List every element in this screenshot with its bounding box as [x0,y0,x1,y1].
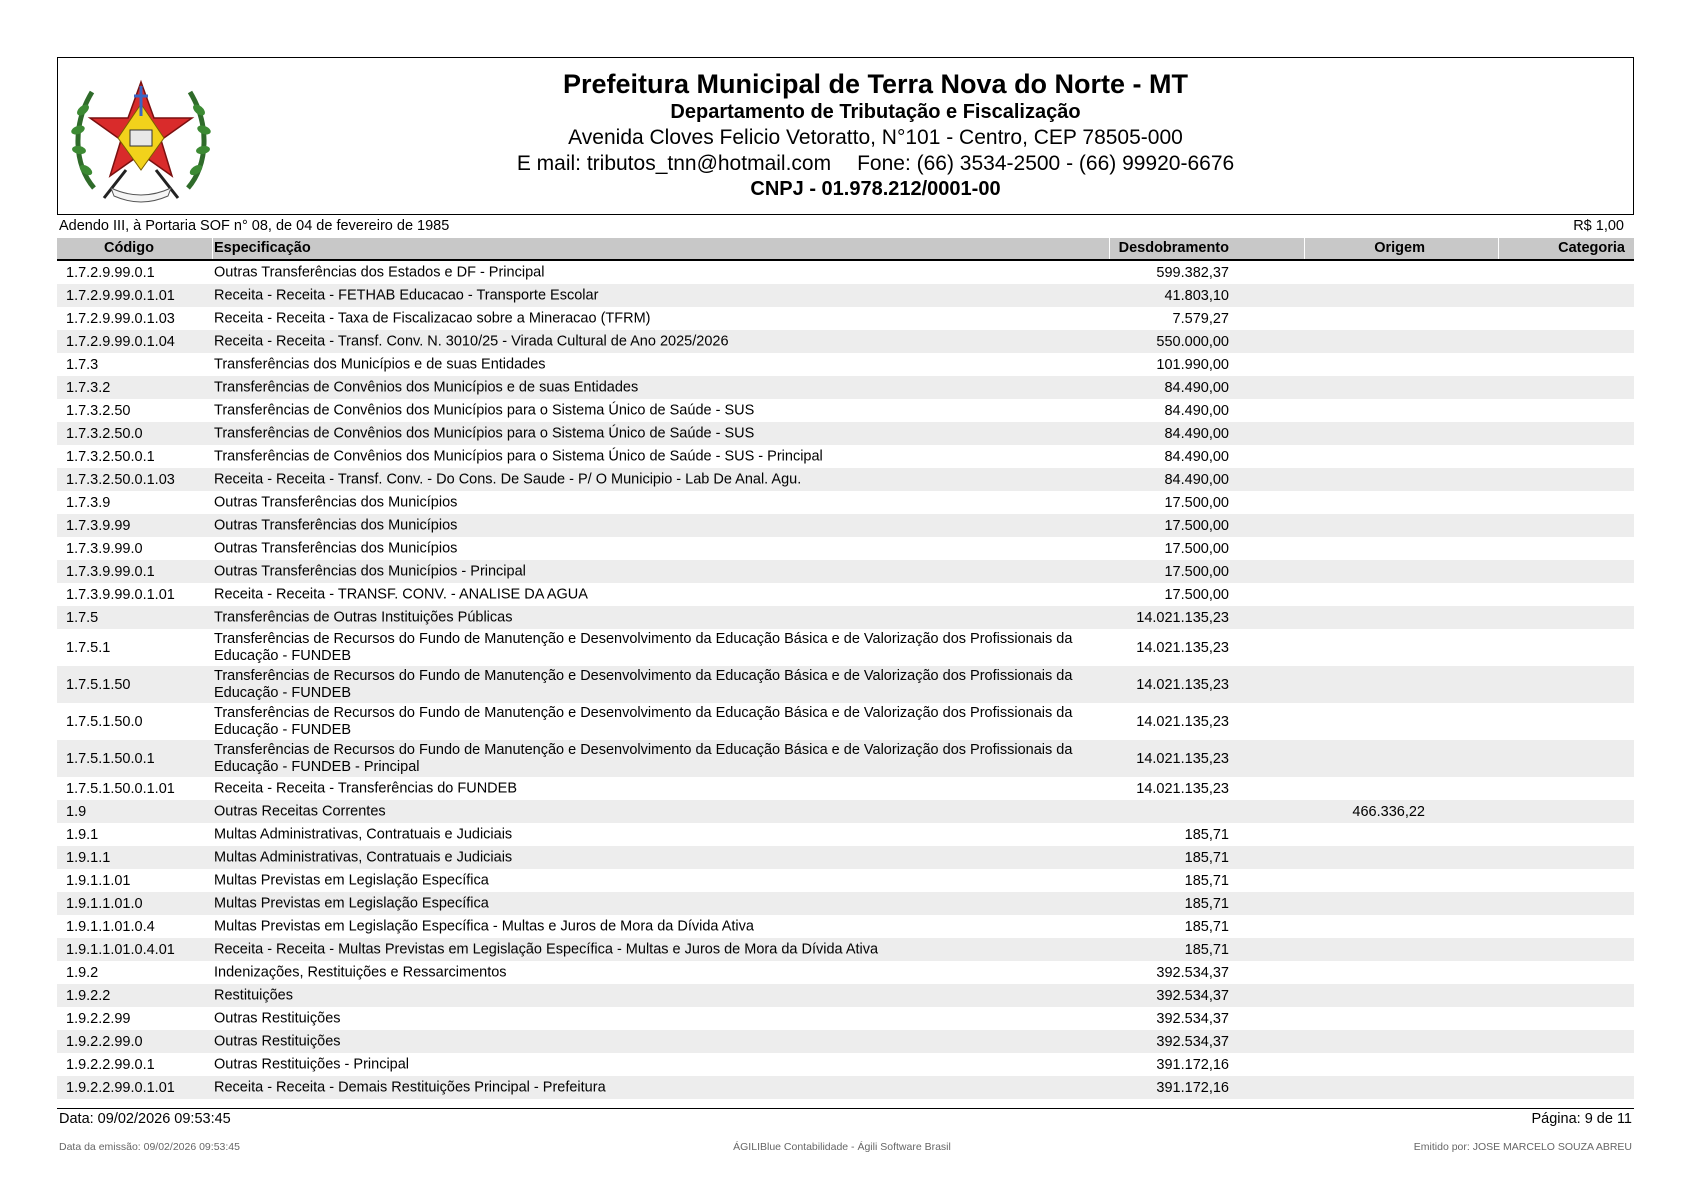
table-row [57,938,1634,961]
cell-codigo: 1.7.2.9.99.0.1 [66,264,155,281]
cell-desdobramento: 84.490,00 [1164,379,1229,396]
table-row [57,1007,1634,1030]
cell-especificacao: Multas Previstas em Legislação Específica - Multas e Juros de Mora da Dívida Ativa [214,918,754,934]
table-row [57,399,1634,422]
cell-desdobramento: 84.490,00 [1164,425,1229,442]
table-row [57,892,1634,915]
cell-desdobramento: 84.490,00 [1164,402,1229,419]
cell-desdobramento: 391.172,16 [1156,1079,1229,1096]
cell-desdobramento: 84.490,00 [1164,471,1229,488]
col-especificacao: Especificação [214,240,311,256]
table-row [57,422,1634,445]
cell-especificacao: Transferências de Recursos do Fundo de Manutenção e Desenvolvimento da Educação Básica e de Valorização dos Profissionais da Educação - FUNDEB [214,704,1073,738]
cell-codigo: 1.7.5.1.50.0.1 [66,750,155,767]
table-row [57,666,1634,703]
cell-especificacao: Transferências de Convênios dos Municípios para o Sistema Único de Saúde - SUS - Principal [214,448,823,464]
email-text: E mail: tributos_tnn@hotmail.com [516,152,832,175]
cell-desdobramento: 185,71 [1184,895,1229,912]
col-origem: Origem [1374,240,1425,256]
cell-especificacao: Receita - Receita - TRANSF. CONV. - ANALISE DA AGUA [214,586,588,602]
table-row [57,961,1634,984]
cell-especificacao: Multas Administrativas, Contratuais e Judiciais [214,849,513,865]
col-categoria: Categoria [1558,240,1625,256]
cell-desdobramento: 17.500,00 [1164,517,1229,534]
cell-codigo: 1.9.1.1.01 [66,872,131,889]
table-row [57,915,1634,938]
cell-codigo: 1.7.5.1 [66,639,111,656]
table-row [57,353,1634,376]
cell-codigo: 1.7.3.2 [66,379,111,396]
cell-especificacao: Outras Transferências dos Municípios [214,494,458,510]
cell-codigo: 1.7.2.9.99.0.1.01 [66,287,175,304]
cell-desdobramento: 14.021.135,23 [1136,609,1229,626]
revenue-table [57,238,1634,1099]
cell-especificacao: Transferências de Convênios dos Municípios e de suas Entidades [214,379,639,395]
table-row [57,468,1634,491]
cell-desdobramento: 17.500,00 [1164,586,1229,603]
cell-codigo: 1.9.2.2.99.0.1 [66,1056,155,1073]
cell-desdobramento: 41.803,10 [1164,287,1229,304]
cell-codigo: 1.9.1.1.01.0.4.01 [66,941,175,958]
cell-codigo: 1.9.1 [66,826,99,843]
cell-desdobramento: 14.021.135,23 [1136,676,1229,693]
cell-codigo: 1.9.1.1.01.0 [66,895,143,912]
table-row [57,1030,1634,1053]
table-row [57,777,1634,800]
cell-origem: 466.336,22 [1352,803,1425,820]
cell-especificacao: Multas Previstas em Legislação Específica [214,872,489,888]
cell-codigo: 1.9.1.1 [66,849,111,866]
footer-divider [57,1108,1634,1109]
cell-desdobramento: 17.500,00 [1164,563,1229,580]
cell-especificacao: Transferências de Outras Instituições Públicas [214,609,513,625]
table-row [57,846,1634,869]
table-row [57,491,1634,514]
report-subheader [59,218,1624,234]
cell-especificacao: Outras Receitas Correntes [214,803,386,819]
cell-desdobramento: 14.021.135,23 [1136,750,1229,767]
cell-desdobramento: 392.534,37 [1156,1010,1229,1027]
software-credit: ÁGILIBlue Contabilidade - Ágili Software Brasil [733,1141,951,1153]
cell-especificacao: Outras Transferências dos Municípios - Principal [214,563,526,579]
col-codigo: Código [104,240,154,256]
cell-codigo: 1.9 [66,803,87,820]
cell-codigo: 1.7.3.9 [66,494,111,511]
cell-especificacao: Receita - Receita - Transf. Conv. N. 3010/25 - Virada Cultural de Ano 2025/2026 [214,333,729,349]
cell-desdobramento: 392.534,37 [1156,987,1229,1004]
cell-especificacao: Indenizações, Restituições e Ressarcimentos [214,964,507,980]
cell-codigo: 1.7.3.9.99.0.1.01 [66,586,175,603]
cell-desdobramento: 14.021.135,23 [1136,639,1229,656]
cell-especificacao: Outras Restituições [214,1033,341,1049]
table-row [57,376,1634,399]
cell-desdobramento: 185,71 [1184,872,1229,889]
cell-codigo: 1.9.2.2 [66,987,111,1004]
cell-codigo: 1.7.5.1.50.0 [66,713,143,730]
table-row [57,560,1634,583]
table-row [57,445,1634,468]
table-row [57,800,1634,823]
cell-desdobramento: 14.021.135,23 [1136,780,1229,797]
cell-desdobramento: 185,71 [1184,826,1229,843]
cell-especificacao: Outras Transferências dos Municípios [214,517,458,533]
cell-desdobramento: 17.500,00 [1164,494,1229,511]
cell-codigo: 1.9.2 [66,964,99,981]
table-row [57,537,1634,560]
cell-codigo: 1.9.2.2.99 [66,1010,131,1027]
table-row [57,330,1634,353]
cell-codigo: 1.7.2.9.99.0.1.03 [66,310,175,327]
cell-codigo: 1.7.3.9.99.0 [66,540,143,557]
table-row [57,261,1634,284]
cell-especificacao: Outras Restituições [214,1010,341,1026]
table-row [57,984,1634,1007]
table-header [57,238,1634,261]
cell-especificacao: Receita - Receita - Transferências do FUNDEB [214,780,517,796]
cell-codigo: 1.7.5.1.50.0.1.01 [66,780,175,797]
cell-especificacao: Multas Previstas em Legislação Específica [214,895,489,911]
page-title: Prefeitura Municipal de Terra Nova do Norte - MT [562,69,1189,99]
cell-especificacao: Multas Administrativas, Contratuais e Judiciais [214,826,513,842]
table-row [57,514,1634,537]
cell-especificacao: Outras Transferências dos Municípios [214,540,458,556]
cell-desdobramento: 84.490,00 [1164,448,1229,465]
table-row [57,740,1634,777]
cell-desdobramento: 392.534,37 [1156,964,1229,981]
currency-unit: R$ 1,00 [1573,218,1624,234]
cell-codigo: 1.7.3.2.50.0 [66,425,143,442]
cell-especificacao: Receita - Receita - Multas Previstas em Legislação Específica - Multas e Juros de Mora da Dívida Ativa [214,941,879,957]
department-name: Departamento de Tributação e Fiscalização [670,101,1081,123]
cell-especificacao: Transferências de Recursos do Fundo de Manutenção e Desenvolvimento da Educação Básica e de Valorização dos Profissionais da Educação - FUNDEB - Principal [214,741,1073,775]
cell-especificacao: Receita - Receita - Demais Restituições Principal - Prefeitura [214,1079,606,1095]
ordinance-reference: Adendo III, à Portaria SOF n° 08, de 04 de fevereiro de 1985 [59,218,450,234]
cell-desdobramento: 14.021.135,23 [1136,713,1229,730]
cell-desdobramento: 392.534,37 [1156,1033,1229,1050]
cell-desdobramento: 550.000,00 [1156,333,1229,350]
table-row [57,1053,1634,1076]
cell-codigo: 1.7.3.2.50.0.1.03 [66,471,175,488]
cell-especificacao: Restituições [214,987,293,1003]
cell-desdobramento: 17.500,00 [1164,540,1229,557]
phone-text: Fone: (66) 3534-2500 - (66) 99920-6676 [857,152,1235,175]
table-row [57,284,1634,307]
cell-desdobramento: 185,71 [1184,918,1229,935]
cell-codigo: 1.7.5.1.50 [66,676,131,693]
cell-desdobramento: 185,71 [1184,849,1229,866]
report-date: Data: 09/02/2026 09:53:45 [59,1111,231,1127]
cnpj-line: CNPJ - 01.978.212/0001-00 [750,178,1001,200]
cell-codigo: 1.7.5 [66,609,99,626]
cell-desdobramento: 391.172,16 [1156,1056,1229,1073]
cell-especificacao: Outras Restituições - Principal [214,1056,410,1072]
table-row [57,307,1634,330]
cell-codigo: 1.7.3 [66,356,99,373]
cell-codigo: 1.7.3.9.99.0.1 [66,563,155,580]
cell-especificacao: Receita - Receita - Transf. Conv. - Do Cons. De Saude - P/ O Municipio - Lab De Anal. Agu. [214,471,802,487]
table-row [57,583,1634,606]
table-row [57,629,1634,666]
cell-codigo: 1.7.3.2.50.0.1 [66,448,155,465]
cell-codigo: 1.7.2.9.99.0.1.04 [66,333,175,350]
issuer-name: Emitido por: JOSE MARCELO SOUZA ABREU [1413,1141,1632,1153]
contact-line [118,151,1633,177]
cell-especificacao: Transferências de Convênios dos Municípios para o Sistema Único de Saúde - SUS [214,425,755,441]
cell-especificacao: Transferências de Convênios dos Municípios para o Sistema Único de Saúde - SUS [214,402,755,418]
cell-especificacao: Transferências de Recursos do Fundo de Manutenção e Desenvolvimento da Educação Básica e de Valorização dos Profissionais da Educação - FUNDEB [214,667,1073,701]
report-header [57,57,1634,215]
cell-desdobramento: 599.382,37 [1156,264,1229,281]
cell-especificacao: Outras Transferências dos Estados e DF - Principal [214,264,545,280]
cell-desdobramento: 101.990,00 [1156,356,1229,373]
page-number: Página: 9 de 11 [1531,1111,1632,1127]
cell-especificacao: Receita - Receita - FETHAB Educacao - Transporte Escolar [214,287,599,303]
table-row [57,1076,1634,1099]
cell-codigo: 1.9.1.1.01.0.4 [66,918,155,935]
cell-desdobramento: 7.579,27 [1172,310,1229,327]
table-row [57,823,1634,846]
cell-especificacao: Receita - Receita - Taxa de Fiscalizacao sobre a Mineracao (TFRM) [214,310,651,326]
cell-especificacao: Transferências dos Municípios e de suas Entidades [214,356,546,372]
cell-desdobramento: 185,71 [1184,941,1229,958]
cell-codigo: 1.7.3.9.99 [66,517,131,534]
cell-codigo: 1.9.2.2.99.0.1.01 [66,1079,175,1096]
col-desdobramento: Desdobramento [1118,240,1229,256]
emission-date: Data da emissão: 09/02/2026 09:53:45 [59,1141,240,1153]
address-line: Avenida Cloves Felicio Vetoratto, N°101 - Centro, CEP 78505-000 [568,126,1183,149]
table-row [57,869,1634,892]
cell-especificacao: Transferências de Recursos do Fundo de Manutenção e Desenvolvimento da Educação Básica e de Valorização dos Profissionais da Educação - FUNDEB [214,630,1073,664]
table-row [57,606,1634,629]
table-row [57,703,1634,740]
cell-codigo: 1.7.3.2.50 [66,402,131,419]
table-body [57,261,1634,1099]
cell-codigo: 1.9.2.2.99.0 [66,1033,143,1050]
